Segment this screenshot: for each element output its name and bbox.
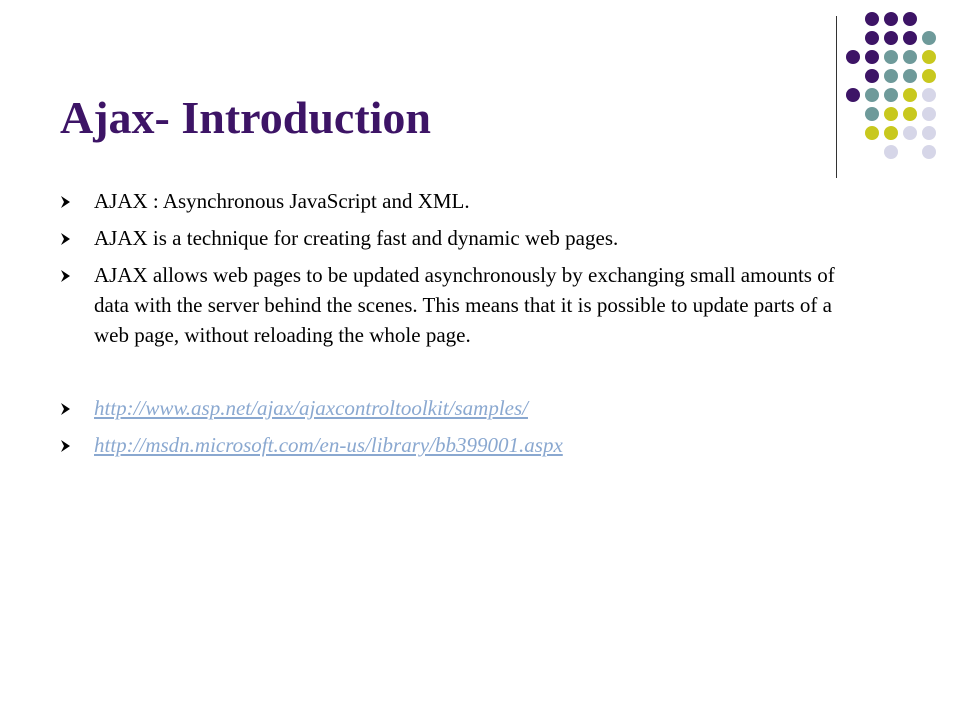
decorative-dot: [865, 31, 879, 45]
bullet-item: [58, 186, 838, 216]
decorative-dot: [884, 12, 898, 26]
bullet-item: [58, 223, 838, 253]
decorative-dot: [922, 107, 936, 121]
bullet-text: AJAX : Asynchronous JavaScript and XML.: [94, 189, 470, 213]
decorative-dot: [922, 88, 936, 102]
decorative-dot: [903, 126, 917, 140]
decorative-dot: [903, 31, 917, 45]
decorative-dot: [903, 69, 917, 83]
decorative-dot: [865, 126, 879, 140]
decorative-dot: [865, 12, 879, 26]
decorative-dot: [922, 69, 936, 83]
slide-title: Ajax- Introduction: [60, 92, 432, 143]
decorative-dot: [865, 69, 879, 83]
decorative-dot: [884, 50, 898, 64]
arrow-bullet-icon: [58, 195, 72, 209]
decorative-dot: [922, 50, 936, 64]
bullet-list: [58, 186, 838, 467]
decorative-dot: [865, 50, 879, 64]
decorative-dot: [922, 126, 936, 140]
decorative-dot-grid: [846, 12, 956, 162]
decorative-dot: [884, 107, 898, 121]
bullet-text: AJAX allows web pages to be updated asynchronously by exchanging small amounts of data with the server behind the scenes. This means that it is possible to update parts of a web page, without reloading the whole page.: [94, 263, 835, 347]
decorative-dot: [846, 88, 860, 102]
decorative-dot: [922, 31, 936, 45]
arrow-bullet-icon: [58, 232, 72, 246]
arrow-bullet-icon: [58, 269, 72, 283]
decorative-dot: [903, 88, 917, 102]
decorative-dot: [884, 69, 898, 83]
arrow-bullet-icon: [58, 439, 72, 453]
asp-net-samples-link[interactable]: http://www.asp.net/ajax/ajaxcontroltoolkit/samples/: [94, 396, 528, 420]
link-item: [58, 393, 838, 423]
msdn-library-link[interactable]: http://msdn.microsoft.com/en-us/library/bb399001.aspx: [94, 433, 563, 457]
decorative-dot: [884, 126, 898, 140]
decorative-dot: [903, 50, 917, 64]
decorative-dot: [846, 50, 860, 64]
decorative-dot: [884, 31, 898, 45]
bullet-text: AJAX is a technique for creating fast and dynamic web pages.: [94, 226, 619, 250]
decorative-dot: [865, 107, 879, 121]
decorative-dot: [922, 145, 936, 159]
vertical-divider: [836, 16, 837, 178]
bullet-item: [58, 260, 838, 350]
arrow-bullet-icon: [58, 402, 72, 416]
decorative-dot: [865, 88, 879, 102]
decorative-dot: [903, 12, 917, 26]
link-item: [58, 430, 838, 460]
decorative-dot: [903, 107, 917, 121]
decorative-dot: [884, 145, 898, 159]
decorative-dot: [884, 88, 898, 102]
